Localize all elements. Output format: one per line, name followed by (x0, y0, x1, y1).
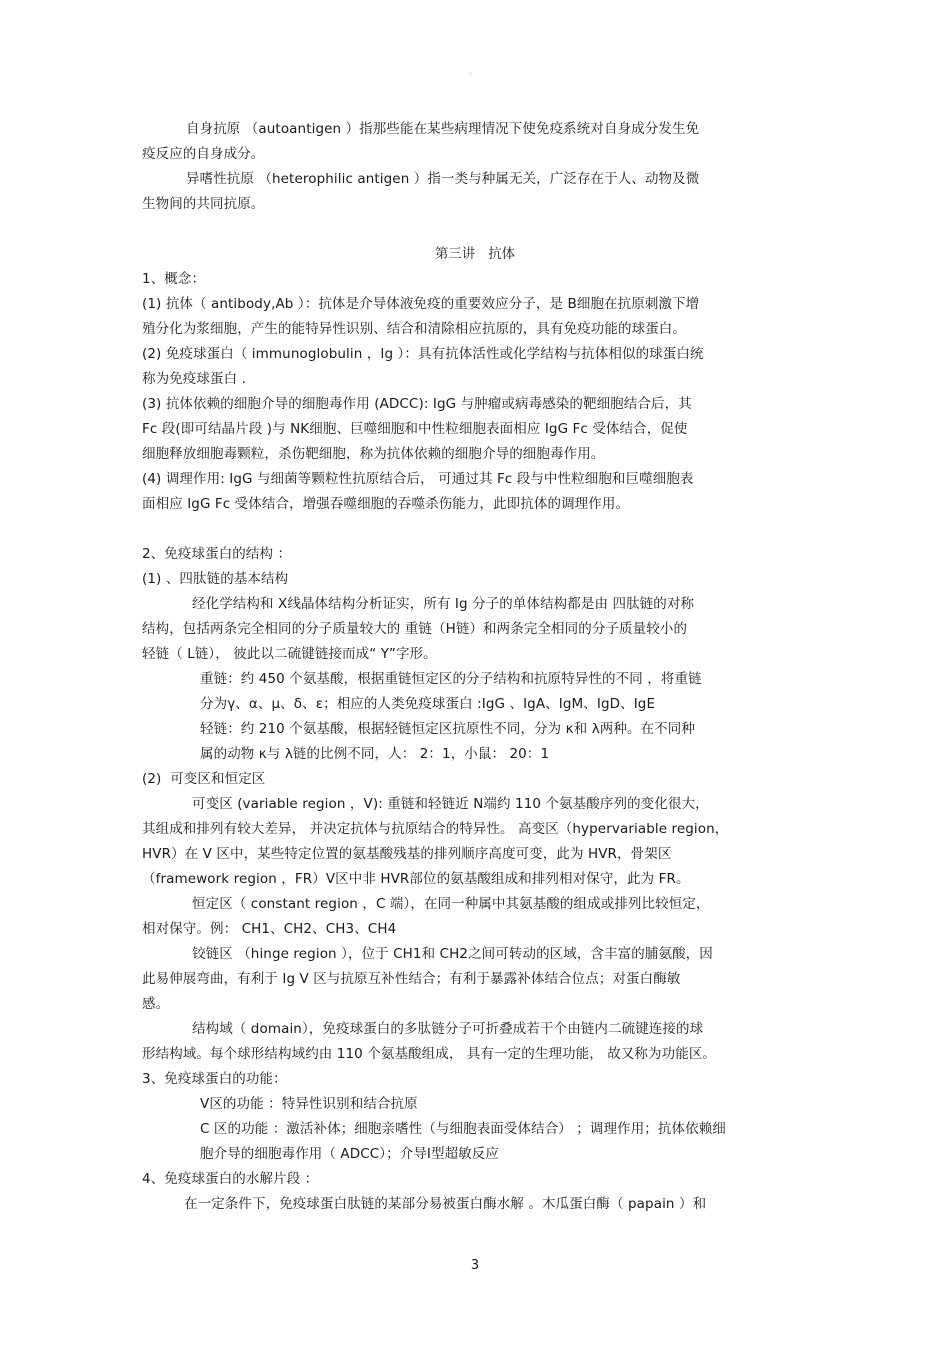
text-line: 称为免疫球蛋白 . (142, 371, 246, 387)
text-line: 相对保守。例： CH1、CH2、CH3、CH4 (142, 921, 397, 937)
text-line: (1) 抗体（ antibody,Ab ）：抗体是介导体液免疫的重要效应分子，是 B细胞在抗原刺激下增 (142, 296, 700, 312)
text-line: 可变区 (variable region ，V): 重链和轻链近 N端约 110 个氨基酸序列的变化很大， (192, 796, 709, 812)
text-line: 经化学结构和 X线晶体结构分析证实，所有 Ig 分子的单体结构都是由 四肽链的对称 (192, 596, 695, 612)
text-line: Fc 段(即可结晶片段 )与 NK细胞、巨噬细胞和中性粒细胞表面相应 IgG Fc 受体结合，促使 (142, 421, 688, 437)
text-line: 细胞释放细胞毒颗粒，杀伤靶细胞，称为抗体依赖的细胞介导的细胞毒作用。 (142, 446, 605, 462)
text-line: 形结构域。每个球形结构域约由 110 个氨基酸组成， 具有一定的生理功能， 故又称为功能区。 (142, 1046, 717, 1062)
text-line: 此易伸展弯曲，有利于 Ig V 区与抗原互补性结合；有利于暴露补体结合位点；对蛋白酶敏 (142, 971, 681, 987)
section-title: 第三讲 抗体 (434, 246, 516, 262)
text-line: 轻链（ L链）， 彼此以二硫键链接而成“ Y”字形。 (142, 646, 437, 662)
text-line: V区的功能 ：特异性识别和结合抗原 (200, 1096, 418, 1112)
text-line: C 区的功能 ：激活补体；细胞亲嗜性（与细胞表面受体结合） ；调理作用；抗体依赖细 (200, 1121, 726, 1137)
text-line: 生物间的共同抗原。 (142, 196, 265, 212)
text-line: 其组成和排列有较大差异， 并决定抗体与抗原结合的特异性。 高变区（hypervariable region， (142, 821, 729, 837)
header-mark: 。 (469, 67, 477, 76)
text-line: 恒定区（ constant region ，C 端），在同一种属中其氨基酸的组成或排列比较恒定， (192, 896, 710, 912)
text-line: 胞介导的细胞毒作用（ ADCC）；介导Ⅰ型超敏反应 (200, 1146, 500, 1162)
text-line: HVR）在 V 区中，某些特定位置的氨基酸残基的排列顺序高度可变，此为 HVR，骨架区 (142, 846, 672, 862)
text-line: (2) 免疫球蛋白（ immunoglobulin ，Ig ）：具有抗体活性或化学结构与抗体相似的球蛋白统 (142, 346, 704, 362)
text-line: 2、免疫球蛋白的结构 ： (142, 546, 292, 562)
text-line: 殖分化为浆细胞，产生的能特异性识别、结合和清除相应抗原的，具有免疫功能的球蛋白。 (142, 321, 686, 337)
text-line: 3、免疫球蛋白的功能： (142, 1071, 287, 1087)
text-line: 异嗜性抗原 （heterophilic antigen ）指一类与种属无关，广泛存在于人、动物及微 (186, 171, 700, 187)
text-line: 4、免疫球蛋白的水解片段 ： (142, 1171, 319, 1187)
text-line: 重链：约 450 个氨基酸，根据重链恒定区的分子结构和抗原特异性的不同 ，将重链 (200, 671, 702, 687)
text-line: (4) 调理作用: IgG 与细菌等颗粒性抗原结合后， 可通过其 Fc 段与中性粒细胞和巨噬细胞表 (142, 471, 694, 487)
text-line: 感。 (142, 996, 170, 1012)
text-line: 面相应 IgG Fc 受体结合，增强吞噬细胞的吞噬杀伤能力，此即抗体的调理作用。 (142, 496, 630, 512)
text-line: 自身抗原 （autoantigen ）指那些能在某些病理情况下使免疫系统对自身成分发生免 (186, 121, 700, 137)
text-line: (1) 、四肽链的基本结构 (142, 571, 289, 587)
text-line: 1、概念： (142, 271, 206, 287)
text-line: 铰链区 （hinge region ），位于 CH1和 CH2之间可转动的区域，含丰富的脯氨酸，因 (192, 946, 713, 962)
text-line: （framework region ，FR）V区中非 HVR部位的氨基酸组成和排列相对保守，此为 FR。 (142, 871, 690, 887)
text-line: 结构域（ domain），免疫球蛋白的多肽链分子可折叠成若干个由链内二硫键连接的球 (192, 1021, 704, 1037)
page-number: 3 (470, 1258, 480, 1273)
text-line: 疫反应的自身成分。 (142, 146, 265, 162)
text-line: 属的动物 κ与 λ链的比例不同，人： 2：1，小鼠： 20：1 (200, 746, 550, 762)
text-line: 结构，包括两条完全相同的分子质量较大的 重链（H链）和两条完全相同的分子质量较小的 (142, 621, 688, 637)
text-line: 分为γ、α、μ、δ、ε；相应的人类免疫球蛋白 :IgG 、IgA、IgM、IgD、IgE (200, 696, 656, 712)
text-line: 轻链：约 210 个氨基酸，根据轻链恒定区抗原性不同，分为 κ和 λ两种。在不同种 (200, 721, 695, 737)
text-line: (3) 抗体依赖的细胞介导的细胞毒作用 (ADCC): IgG 与肿瘤或病毒感染的靶细胞结合后，其 (142, 396, 692, 412)
text-line: 在一定条件下，免疫球蛋白肽链的某部分易被蛋白酶水解 。木瓜蛋白酶（ papain ）和 (184, 1196, 707, 1212)
text-line: (2) 可变区和恒定区 (142, 771, 266, 787)
